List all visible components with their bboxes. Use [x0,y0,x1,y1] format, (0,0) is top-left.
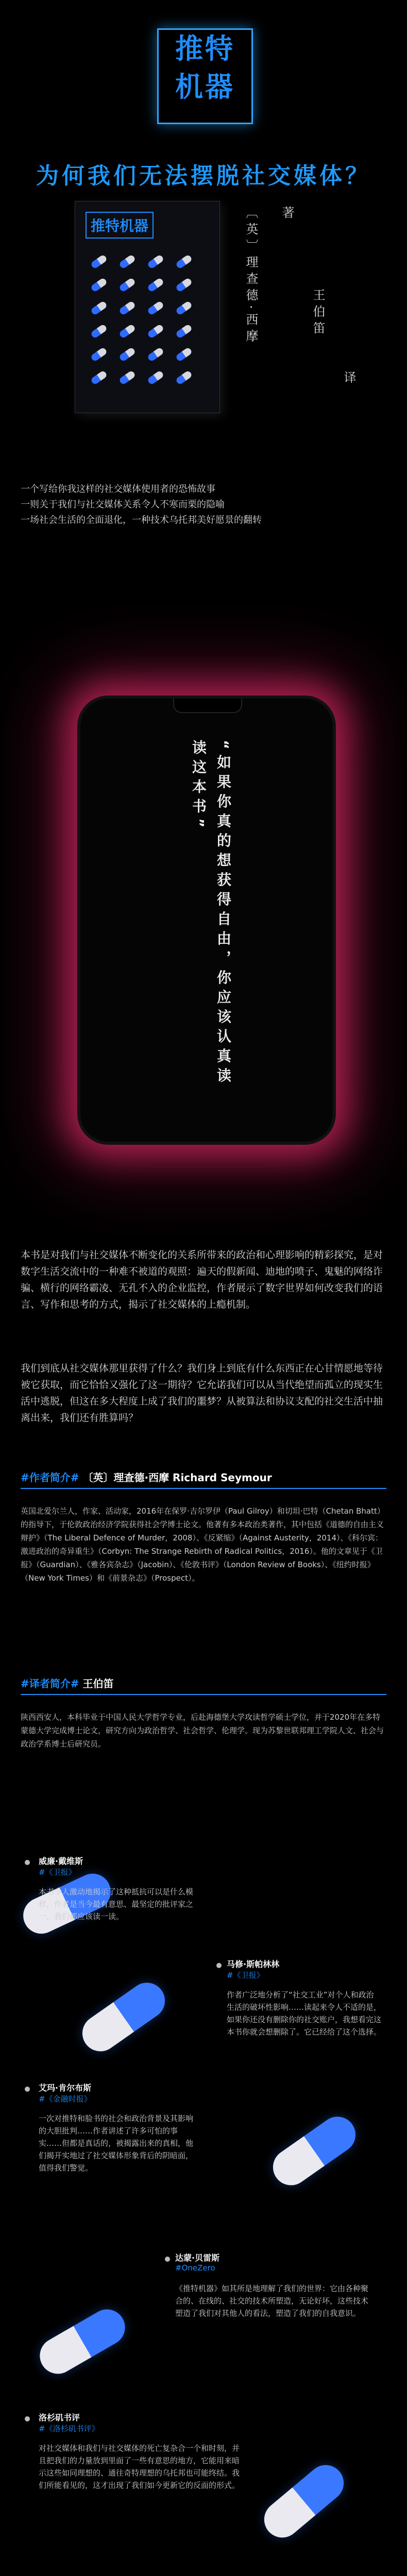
bullet-dot [216,1963,222,1968]
review-text: 《推特机器》如其所是地理解了我们的世界：它由各种聚合的、在线的、社交的技术所塑造，无论好坏，这些技术塑造了我们对其他人的看法，塑造了我们的自我意识。 [175,2284,369,2318]
pill-grid [91,258,209,397]
review-name: 达蒙·贝雷斯 [175,2253,220,2263]
bullet-dot [165,2257,170,2262]
pill-illustration [257,2458,351,2545]
translator-bio: 陕西西安人，本科毕业于中国人民大学哲学专业，后赴海德堡大学攻读哲学硕士学位，并于2020年在多特蒙德大学完成博士论文，研究方向为政治哲学、社会哲学、伦理学。现为苏黎世联邦理工学院人文、社会与政治学系博士后研究员。 [21,1713,384,1749]
phone-notch [173,699,242,713]
pill-icon [175,370,193,385]
question-paragraph: 我们到底从社交媒体那里获得了什么？我们身上到底有什么东西正在心甘情愿地等待被它获取，而它恰恰又强化了这一期待？它允诺我们可以从当代绝望而孤立的现实生活中逃脱，但这在多大程度上成了我们的噩梦？从被算法和协议支配的社交生活中抽离出来，我们还有胜算吗？ [21,1363,383,1423]
translator-name: 王伯笛 [82,1677,114,1690]
page-subtitle: 为何我们无法摆脱社交媒体？ [36,163,371,189]
pill-illustration [75,1976,172,2059]
pill-icon [118,370,136,385]
phone-frame [77,696,336,1145]
review-source: #《金融时报》 [39,2094,92,2104]
pill-icon [118,347,136,362]
review-text: 一次对推特和脸书的社会和政治背景及其影响的大胆批判……作者讲述了许多可怕的事实……但都是真话的，被揭露出来的真相，他们揭开实地过了社交媒体形象背后的阴暗面，值得我们警觉。 [39,2114,194,2173]
pill-icon [118,324,136,339]
book-cover-title: 推特机器 [86,212,154,239]
pill-icon [175,277,193,293]
review-card [175,2251,371,2273]
pill-icon [90,324,108,339]
pill-icon [175,300,193,316]
title-logo-box [157,28,253,124]
pill-icon [175,254,193,269]
author-label: #作者简介# [21,1471,79,1484]
review-card [227,1958,381,1980]
review-card [39,2081,193,2104]
pill-icon [175,347,193,362]
intro-lines [21,482,262,528]
pill-icon [147,370,164,385]
book-cover [75,201,220,413]
author-bio: 英国北爱尔兰人，作家、活动家，2016年在保罗·吉尔罗伊（Paul Gilroy）和切坦·巴特（Chetan Bhatt）的指导下，于伦敦政治经济学院获得社会学博士论文。他著有多本政治类著作，其中包括《道德的自由主义辩护》（The Liberal Defence of Murder，2008）、《反紧缩》（Against Austerity，2014）、《科尔宾：激进政治的奇异重生》（Corbyn: The Strange Rebirth of Radical Politics，2016）。他的文章见于《卫报》（Guardian）、《雅各宾杂志》（Jacobin）、《伦敦书评》（London Review of Books）、《纽约时报》（New York Times）和《前景杂志》（Prospect）。 [21,1506,385,1583]
pill-icon [90,370,108,385]
description-paragraph: 本书是对我们与社交媒体不断变化的关系所带来的政治和心理影响的精彩探究，是对数字生活交流中的一种难不被道的观照：遍天的假新闻、迪地的喷子、鬼魅的网络诈骗、横行的网络霸凌、无孔不入的企业监控，作者展示了数字世界如何改变我们的语言、写作和思考的方式，揭示了社交媒体的上瘾机制。 [21,1249,383,1310]
book-author-col: 〔英〕理查德·西摩 [244,206,258,346]
pill-illustration [266,2110,363,2193]
review-name: 洛杉矶书评 [39,2413,80,2422]
reviews-section [0,1829,407,2576]
review-card [39,2411,193,2434]
review-text: 作者广泛地分析了“社交工业”对个人和政治生活的破坏性影响……读起来令人不适的是，如果你还没有删除你的社交账户，我想看完这本书你就会想删除了。它已经给了这个选择。 [227,1990,382,2037]
phone-quote: “如果你真的想获得自由，你应该认真读读这本书” [190,740,232,1088]
review-name: 威廉·戴维斯 [39,1856,83,1866]
translator-label: #译者简介# [21,1677,79,1690]
review-text: 对社交媒体和我们与社交媒体的死亡复杂合一个和时刻，并且把我们的力量放到里面了一些有意思的地方，它能用来暗示这些如同理想的、通往奇特理想的乌托邦也可能终结。我们所能看见的，这才出现了我们如今更新它的反面的形式。 [39,2444,240,2490]
review-name: 马修·斯帕林林 [227,1959,280,1969]
bullet-dot [25,2087,30,2092]
book-role-col: 著 [280,206,294,223]
review-source: #OneZero [175,2263,215,2273]
pill-icon [147,347,164,362]
intro-line: 一个写给你我这样的社交媒体使用者的恐怖故事 [21,484,215,495]
pill-illustration [33,2303,132,2381]
review-source: #《卫报》 [227,1971,264,1980]
pill-icon [90,347,108,362]
review-source: #《洛杉矶书评》 [39,2424,99,2433]
pill-icon [147,277,164,293]
review-text: 本书令人激动地揭示了这种抵抗可以是什么模样，作者是当今最有意思、最坚定的批评家之一，我们都应该读一读。 [39,1887,194,1921]
pill-icon [147,324,164,339]
bullet-dot [25,1860,30,1865]
pill-icon [118,277,136,293]
translator-heading [21,1674,386,1695]
pill-icon [147,254,164,269]
bullet-dot [25,2416,30,2421]
pill-icon [90,300,108,316]
intro-line: 一则关于我们与社交媒体关系令人不寒而栗的隐喻 [21,499,225,510]
pill-icon [118,254,136,269]
intro-line: 一场社会生活的全面退化，一种技术乌托邦美好愿景的翻转 [21,515,262,526]
pill-icon [90,277,108,293]
review-card [39,1855,193,1877]
book-translator-role: 译 [342,371,356,387]
pill-icon [90,254,108,269]
title-line-1: 推特 [175,32,235,65]
pill-icon [147,300,164,316]
book-translator-col: 王伯笛 [311,289,325,338]
pill-icon [118,300,136,316]
review-source: #《卫报》 [39,1868,76,1877]
title-line-2: 机器 [175,71,235,103]
review-name: 艾玛·肯尔布斯 [39,2083,92,2093]
pill-icon [175,324,193,339]
author-name: 〔英〕理查德·西摩 Richard Seymour [82,1471,272,1484]
author-heading [21,1468,386,1489]
